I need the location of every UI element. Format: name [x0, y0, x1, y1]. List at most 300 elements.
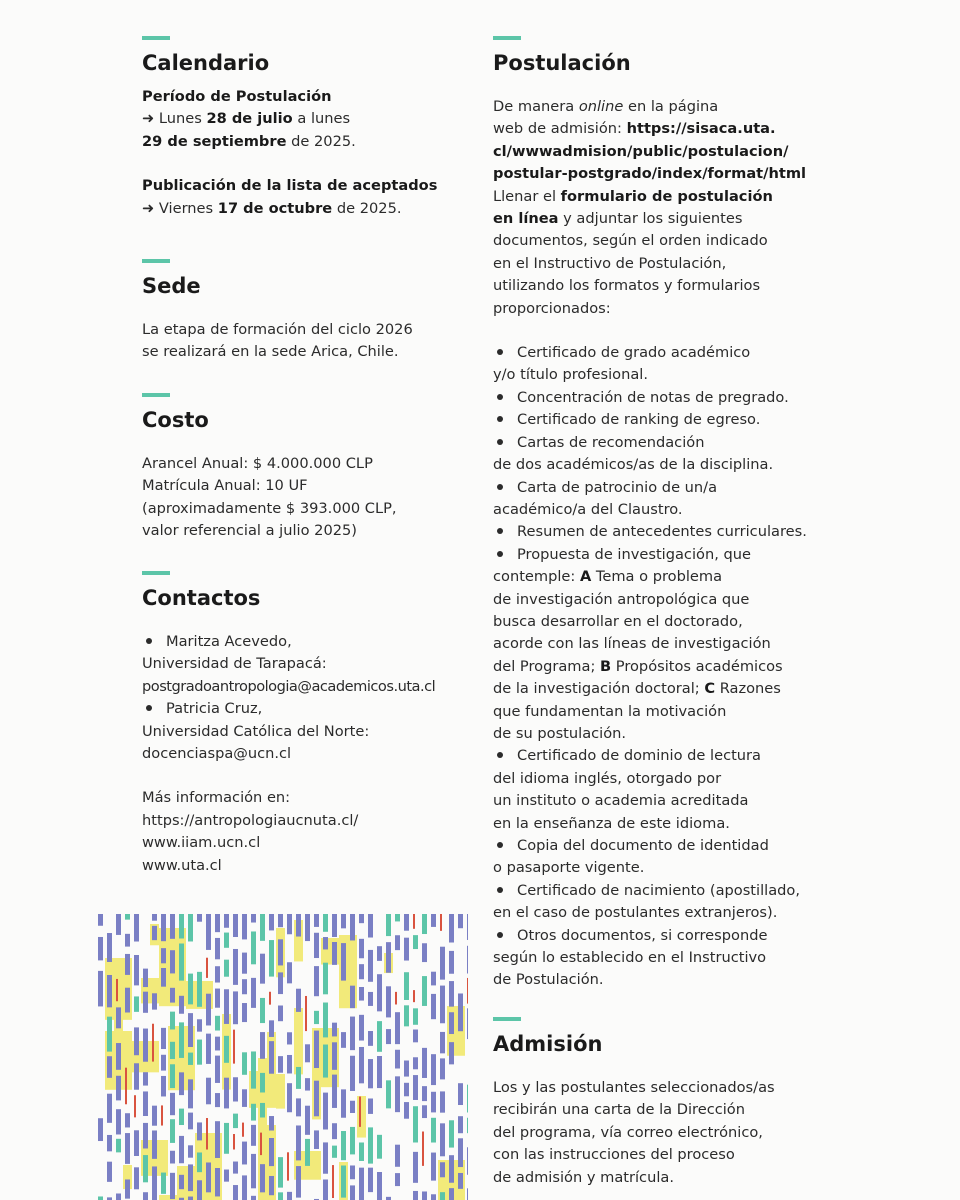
- mosaic-stroke: [188, 1053, 193, 1065]
- mosaic-stroke: [368, 1098, 373, 1113]
- mosaic-stroke: [287, 914, 292, 934]
- documents-list: [493, 342, 843, 992]
- mosaic-stroke: [116, 1043, 121, 1070]
- mosaic-stroke: [125, 1179, 130, 1198]
- mosaic-stroke: [206, 1078, 211, 1105]
- mosaic-stroke: [377, 1056, 382, 1088]
- mosaic-stroke: [296, 1125, 301, 1160]
- section-title: Calendario: [142, 51, 270, 75]
- mosaic-stroke: [224, 1078, 229, 1109]
- mosaic-stroke: [350, 914, 355, 940]
- mosaic-stroke: [143, 1123, 148, 1149]
- mosaic-stroke: [152, 1130, 157, 1158]
- mosaic-stroke: [413, 1075, 418, 1100]
- mosaic-stroke: [251, 914, 256, 923]
- mosaic-stroke: [215, 1121, 220, 1158]
- mosaic-stroke: [377, 1135, 382, 1159]
- mosaic-stroke: [413, 1008, 418, 1024]
- mosaic-stroke: [143, 1029, 148, 1062]
- mosaic-stroke: [287, 1055, 292, 1073]
- bullet-icon: [146, 638, 152, 644]
- mosaic-stroke: [431, 972, 436, 986]
- mosaic-stroke: [431, 1153, 436, 1181]
- mosaic-stroke: [440, 1091, 445, 1112]
- mosaic-stroke: [350, 1127, 355, 1154]
- mosaic-stroke: [170, 1151, 175, 1164]
- mosaic-stroke: [143, 1155, 148, 1182]
- mosaic-stroke: [170, 1064, 175, 1088]
- mosaic-stroke: [404, 1061, 409, 1077]
- mosaic-stroke: [170, 914, 175, 939]
- section-sede: Sede La etapa de formación del ciclo 2026 se realizará en la sede Arica, Chile.: [142, 259, 413, 364]
- mosaic-stroke: [116, 1109, 121, 1134]
- mosaic-stroke: [233, 1114, 238, 1128]
- mosaic-stroke: [269, 1176, 274, 1195]
- mosaic-stroke: [359, 914, 364, 923]
- mosaic-stroke: [197, 914, 202, 922]
- mosaic-stroke: [233, 1030, 235, 1064]
- list-item: Concentración de notas de pregrado.: [493, 387, 843, 409]
- mosaic-stroke: [404, 1102, 409, 1119]
- mosaic-stroke: [170, 950, 175, 973]
- mosaic-stroke: [116, 1007, 121, 1028]
- mosaic-stroke: [161, 1028, 166, 1049]
- mosaic-stroke: [413, 1030, 418, 1043]
- mosaic-stroke: [440, 986, 445, 1024]
- section-accent-bar: [142, 571, 170, 575]
- mosaic-stroke: [287, 1152, 289, 1180]
- section-calendario: Calendario Período de Postulación ➜ Lunes 28 de julio a lunes 29 de septiembre de 2025. Publicación de la lista de aceptados ➜ Viernes 17 de octubre de 2025.: [142, 36, 437, 220]
- section-accent-bar: [493, 36, 521, 40]
- mosaic-stroke: [152, 926, 157, 940]
- mosaic-stroke: [143, 1192, 148, 1200]
- mosaic-stroke: [341, 1089, 346, 1117]
- mosaic-stroke: [215, 1093, 220, 1107]
- mosaic-stroke: [179, 1175, 184, 1189]
- mosaic-stroke: [269, 914, 274, 930]
- mosaic-stroke: [278, 1192, 283, 1200]
- mosaic-stroke: [413, 990, 415, 1002]
- mosaic-stroke: [161, 1105, 163, 1125]
- mosaic-stroke: [296, 914, 301, 937]
- mosaic-stroke: [179, 944, 184, 981]
- mosaic-stroke: [377, 1021, 382, 1052]
- mosaic-stroke: [413, 935, 418, 949]
- mosaic-stroke: [215, 938, 220, 959]
- mosaic-stroke: [350, 1056, 355, 1091]
- mosaic-stroke: [431, 994, 436, 1019]
- mosaic-stroke: [377, 1172, 382, 1200]
- mosaic-stroke: [287, 962, 292, 983]
- mosaic-stroke: [224, 914, 229, 928]
- mosaic-stroke: [287, 1192, 292, 1200]
- mosaic-stroke: [134, 1095, 136, 1117]
- section-title: Sede: [142, 274, 201, 298]
- mosaic-stroke: [350, 1017, 355, 1051]
- mosaic-stroke: [233, 1185, 238, 1200]
- mosaic-stroke: [233, 1077, 238, 1101]
- mosaic-stroke: [206, 1162, 211, 1192]
- mosaic-stroke: [314, 1031, 319, 1068]
- mosaic-stroke: [116, 914, 121, 935]
- mosaic-stroke: [341, 1131, 346, 1160]
- mosaic-stroke: [404, 1083, 409, 1096]
- mosaic-stroke: [449, 951, 454, 974]
- mosaic-stroke: [152, 993, 157, 1009]
- mosaic-stroke: [179, 1072, 184, 1095]
- mosaic-stroke: [368, 1127, 373, 1163]
- mosaic-stroke: [107, 1135, 112, 1151]
- mosaic-stroke: [215, 966, 220, 982]
- mosaic-stroke: [422, 914, 427, 934]
- mosaic-stroke: [332, 942, 337, 965]
- bullet-icon: [497, 349, 503, 355]
- mosaic-stroke: [413, 1057, 418, 1069]
- mosaic-stroke: [368, 914, 373, 938]
- section-title: Contactos: [142, 586, 261, 610]
- mosaic-stroke: [215, 914, 220, 932]
- mosaic-stroke: [278, 1006, 283, 1022]
- mosaic-stroke: [179, 914, 184, 939]
- section-title: Postulación: [493, 51, 631, 75]
- mosaic-stroke: [413, 914, 415, 929]
- mosaic-stroke: [188, 1197, 193, 1200]
- mosaic-stroke: [467, 1008, 468, 1039]
- mosaic-stroke: [422, 1132, 424, 1166]
- mosaic-stroke: [197, 972, 202, 1007]
- mosaic-stroke: [431, 1118, 436, 1143]
- mosaic-stroke: [125, 954, 130, 975]
- mosaic-stroke: [170, 1093, 175, 1115]
- mosaic-stroke: [116, 979, 118, 1001]
- bullet-icon: [497, 394, 503, 400]
- mosaic-stroke: [188, 1013, 193, 1047]
- mosaic-stroke: [323, 914, 328, 932]
- mosaic-stroke: [467, 946, 468, 974]
- mosaic-stroke: [449, 914, 454, 943]
- mosaic-stroke: [188, 1079, 193, 1108]
- mosaic-stroke: [440, 1032, 445, 1053]
- mosaic-stroke: [152, 1166, 157, 1200]
- mosaic-stroke: [359, 1047, 364, 1083]
- section-admision: Admisión Los y las postulantes seleccionados/as recibirán una carta de la Dirección del programa, vía correo electrónico, con las instrucciones del proceso de admisión y matrícula.: [493, 1017, 775, 1189]
- mosaic-stroke: [458, 1173, 463, 1189]
- mosaic-stroke: [197, 1122, 202, 1140]
- mosaic-stroke: [161, 1173, 166, 1194]
- mosaic-stroke: [377, 974, 382, 1011]
- mosaic-stroke: [215, 1016, 220, 1031]
- mosaic-stroke: [233, 949, 238, 985]
- mosaic-stroke: [323, 1093, 328, 1130]
- mosaic-stroke: [170, 1119, 175, 1143]
- mosaic-stroke: [296, 1098, 301, 1116]
- mosaic-stroke: [449, 1155, 454, 1183]
- mosaic-stroke: [179, 1022, 184, 1058]
- mosaic-stroke: [215, 989, 220, 1008]
- list-item: Certificado de grado académico y/o título profesional.: [493, 344, 751, 384]
- mosaic-stroke: [305, 1078, 310, 1090]
- mosaic-stroke: [305, 914, 310, 941]
- mosaic-stroke: [269, 1020, 274, 1037]
- mosaic-stroke: [134, 914, 139, 942]
- list-item: Copia del documento de identidad o pasaporte vigente.: [493, 837, 769, 877]
- mosaic-stroke: [413, 1106, 418, 1142]
- mosaic-stroke: [161, 1055, 166, 1071]
- mosaic-stroke: [179, 1109, 184, 1125]
- mosaic-stroke: [341, 1032, 346, 1048]
- mosaic-stroke: [305, 996, 307, 1031]
- mosaic-stroke: [260, 1073, 265, 1093]
- mosaic-stroke: [467, 914, 468, 940]
- mosaic-stroke: [242, 1123, 244, 1137]
- mosaic-stroke: [359, 1168, 364, 1200]
- mosaic-stroke: [107, 1056, 112, 1078]
- mosaic-stroke: [107, 1162, 112, 1182]
- mosaic-stroke: [314, 966, 319, 996]
- mosaic-stroke: [386, 986, 391, 1017]
- mosaic-stroke: [134, 1027, 139, 1055]
- mosaic-stroke: [278, 914, 283, 927]
- mosaic-stroke: [206, 958, 208, 978]
- mosaic-stroke: [116, 1193, 121, 1200]
- mosaic-stroke: [125, 988, 130, 1013]
- mosaic-stroke: [368, 950, 373, 982]
- mosaic-stroke: [350, 1185, 355, 1200]
- mosaic-stroke: [242, 1175, 247, 1200]
- mosaic-stroke: [332, 1146, 337, 1158]
- mosaic-stroke: [215, 1056, 220, 1083]
- mosaic-stroke: [386, 914, 391, 936]
- mosaic-stroke: [224, 1170, 229, 1182]
- mosaic-stroke: [98, 1118, 103, 1141]
- mosaic-stroke: [440, 1058, 445, 1079]
- mosaic-stroke: [404, 1005, 409, 1026]
- mosaic-stroke: [143, 969, 148, 987]
- mosaic-stroke: [251, 1125, 256, 1146]
- mosaic-stroke: [395, 992, 397, 1005]
- arrow-icon: ➜: [142, 199, 155, 217]
- mosaic-stroke: [188, 914, 193, 941]
- mosaic-stroke: [152, 1106, 157, 1126]
- mosaic-stroke: [314, 914, 319, 927]
- section-accent-bar: [142, 36, 170, 40]
- mosaic-stroke: [107, 975, 112, 1007]
- mosaic-stroke: [224, 1036, 229, 1063]
- mosaic-stroke: [332, 1023, 337, 1037]
- mosaic-stroke: [206, 914, 211, 950]
- mosaic-stroke: [161, 948, 166, 963]
- web-link[interactable]: www.uta.cl: [142, 856, 222, 874]
- mosaic-stroke: [278, 1056, 283, 1073]
- mosaic-stroke: [395, 1012, 400, 1044]
- mosaic-stroke: [386, 942, 391, 973]
- mosaic-stroke: [188, 1113, 193, 1130]
- mosaic-stroke: [224, 933, 229, 948]
- mosaic-stroke: [224, 989, 229, 1024]
- section-title: Admisión: [493, 1032, 603, 1056]
- mosaic-stroke: [260, 954, 265, 984]
- admission-url-link[interactable]: cl/wwwadmision/public/postulacion/: [493, 142, 789, 160]
- mosaic-stroke: [332, 914, 337, 937]
- mosaic-stroke: [296, 1067, 301, 1089]
- section-title: Costo: [142, 408, 209, 432]
- mosaic-stroke: [395, 1173, 400, 1186]
- mosaic-stroke: [170, 988, 175, 1003]
- admission-url-link[interactable]: https://sisaca.uta.: [626, 120, 776, 138]
- list-item: Certificado de ranking de egreso.: [493, 409, 843, 431]
- mosaic-stroke: [251, 1051, 256, 1088]
- mosaic-stroke: [449, 1042, 454, 1064]
- mosaic-stroke: [206, 1034, 211, 1064]
- mosaic-stroke: [431, 914, 436, 927]
- list-item: Carta de patrocinio de un/a académico/a del Claustro.: [493, 478, 718, 518]
- mosaic-stroke: [260, 998, 265, 1023]
- mosaic-stroke: [287, 1083, 292, 1112]
- mosaic-stroke: [269, 1116, 274, 1130]
- mosaic-stroke: [296, 989, 301, 1012]
- mosaic-stroke: [368, 992, 373, 1006]
- bullet-icon: [497, 887, 503, 893]
- mosaic-stroke: [98, 937, 103, 960]
- mosaic-stroke: [260, 1133, 262, 1155]
- mosaic-stroke: [350, 1101, 355, 1113]
- mosaic-stroke: [332, 1075, 337, 1108]
- mosaic-stroke: [188, 974, 193, 1005]
- mosaic-stroke: [143, 1091, 148, 1116]
- list-item: Cartas de recomendación de dos académicos/as de la disciplina.: [493, 433, 774, 474]
- email-link[interactable]: postgradoantropologia@academicos.uta.cl: [142, 677, 436, 695]
- mosaic-stroke: [107, 1017, 112, 1052]
- mosaic-stroke: [449, 1188, 454, 1200]
- mosaic-stroke: [251, 1196, 256, 1200]
- mosaic-stroke: [359, 1097, 361, 1127]
- section-accent-bar: [142, 259, 170, 263]
- section-accent-bar: [493, 1017, 521, 1021]
- mosaic-stroke: [323, 1142, 328, 1173]
- mosaic-stroke: [260, 1032, 265, 1059]
- mosaic-stroke: [458, 1116, 463, 1133]
- admission-url-link[interactable]: postular-postgrado/index/format/html: [493, 165, 807, 183]
- mosaic-stroke: [161, 914, 166, 941]
- mosaic-stroke: [179, 1136, 184, 1163]
- mosaic-stroke: [449, 1012, 454, 1034]
- mosaic-stroke: [359, 939, 364, 958]
- mosaic-stroke: [458, 1083, 463, 1105]
- mosaic-stroke: [467, 1085, 468, 1113]
- web-link[interactable]: www.iiam.ucn.cl: [142, 834, 261, 852]
- mosaic-stroke: [107, 933, 112, 962]
- section-accent-bar: [142, 393, 170, 397]
- mosaic-stroke: [386, 1080, 391, 1108]
- mosaic-stroke: [134, 955, 139, 985]
- mosaic-stroke: [305, 1139, 310, 1166]
- mosaic-stroke: [458, 914, 463, 928]
- section-contactos: Contactos Maritza Acevedo, Universidad de Tarapacá: postgradoantropologia@academicos.uta.cl Patricia Cruz, Universidad Católica del Norte: docenciaspa@ucn.cl Más información en: https://antropologiaucnuta.cl/ www.iiam.ucn.cl www.uta.cl: [142, 571, 482, 877]
- mosaic-stroke: [422, 1086, 427, 1101]
- mosaic-stroke: [431, 1194, 436, 1200]
- mosaic-stroke: [107, 1094, 112, 1123]
- mosaic-stroke: [242, 1142, 247, 1165]
- mosaic-stroke: [359, 964, 364, 979]
- mosaic-stroke: [305, 1106, 310, 1135]
- mosaic-stroke: [143, 1072, 148, 1085]
- mosaic-stroke: [215, 1037, 220, 1051]
- mosaic-stroke: [305, 1044, 310, 1062]
- mosaic-stroke: [449, 1120, 454, 1147]
- mosaic-stroke: [467, 1118, 468, 1133]
- mosaic-stroke: [161, 968, 166, 987]
- periodo-label: Período de Postulación: [142, 88, 332, 105]
- mosaic-stroke: [359, 987, 364, 1001]
- mosaic-stroke: [242, 914, 247, 939]
- mosaic-stroke: [224, 1123, 229, 1154]
- mosaic-stroke: [134, 996, 139, 1011]
- mosaic-stroke: [323, 1045, 328, 1078]
- section-costo: Costo Arancel Anual: $ 4.000.000 CLP Matrícula Anual: 10 UF (aproximadamente $ 393.000 CLP, valor referencial a julio 2025): [142, 393, 397, 543]
- bullet-icon: [497, 752, 503, 758]
- mosaic-stroke: [440, 1192, 445, 1200]
- bullet-icon: [497, 439, 503, 445]
- web-link[interactable]: https://antropologiaucnuta.cl/: [142, 811, 359, 829]
- mosaic-stroke: [341, 1166, 346, 1198]
- mosaic-stroke: [395, 1050, 400, 1069]
- mosaic-stroke: [368, 1168, 373, 1192]
- mosaic-stroke: [458, 1138, 463, 1167]
- mosaic-stroke: [440, 1162, 445, 1177]
- mosaic-stroke: [323, 1179, 328, 1200]
- mosaic-stroke: [197, 1152, 202, 1172]
- mosaic-stroke: [197, 1180, 202, 1200]
- mosaic-stroke: [359, 1142, 364, 1160]
- mosaic-stroke: [251, 931, 256, 964]
- mosaic-stroke: [269, 940, 274, 977]
- section-postulacion: Postulación De manera online en la página web de admisión: https://sisaca.uta. cl/wwwadmision/public/postulacion/ postular-postgrado/index/format/html Llenar el formulario de postulación en línea y adjuntar los siguientes documentos, según el orden indicado en el Instructivo de Postulación, utilizando los formatos y formularios proporcionados: Certificado de grado académico y/o título profesional. Concentración de notas de pregrado. Certificado de ranking de egreso. Cartas de recomendación de dos académicos/as de la disciplina. Carta de patrocinio de un/a académico/a del Claustro. Resumen de antecedentes curriculares. Propuesta de investigación, que contemple: A Tema o problema de investigación antropológica que busca desarrollar en el doctorado, acorde con las líneas de investigación del Programa; B Propósitos académicos de la investigación doctoral; C Razones que fundamentan la motivación de su postulación. Certificado de dominio de lectura del idioma inglés, otorgado por un instituto o academia acreditada en la enseñanza de este idioma. Copia del documento de identidad o pasaporte vigente. Certificado de nacimiento (apostillado, en el caso de postulantes extranjeros). Otros documentos, si corresponde según lo establecido en el Instructivo de Postulación.: [493, 36, 843, 992]
- mosaic-stroke: [332, 1123, 337, 1139]
- list-item: Otros documentos, si corresponde según lo establecido en el Instructivo de Postulación.: [493, 926, 768, 989]
- mosaic-stroke: [467, 1147, 468, 1174]
- mosaic-stroke: [233, 1134, 235, 1149]
- email-link[interactable]: docenciaspa@ucn.cl: [142, 745, 292, 763]
- mosaic-stroke: [440, 1123, 445, 1156]
- mosaic-stroke: [422, 976, 427, 1006]
- bullet-icon: [497, 416, 503, 422]
- mosaic-stroke: [395, 935, 400, 950]
- mosaic-stroke: [314, 1011, 319, 1024]
- mosaic-stroke: [134, 1130, 139, 1156]
- mosaic-stroke: [269, 1138, 274, 1166]
- mosaic-stroke: [350, 1165, 355, 1179]
- mosaic-stroke: [260, 1103, 265, 1118]
- decorative-mosaic-image: [96, 914, 468, 1200]
- mosaic-stroke: [269, 992, 271, 1005]
- mosaic-stroke: [314, 933, 319, 958]
- bullet-icon: [146, 705, 152, 711]
- mosaic-stroke: [278, 972, 283, 994]
- bullet-icon: [497, 551, 503, 557]
- bullet-icon: [497, 484, 503, 490]
- mosaic-stroke: [359, 1015, 364, 1041]
- mosaic-stroke: [368, 1031, 373, 1046]
- mosaic-stroke: [170, 1042, 175, 1059]
- mosaic-stroke: [323, 1003, 328, 1038]
- mosaic-stroke: [260, 1164, 265, 1192]
- list-item: Resumen de antecedentes curriculares.: [493, 521, 843, 543]
- mosaic-stroke: [125, 1133, 130, 1164]
- mosaic-tile: [276, 1074, 285, 1109]
- mosaic-stroke: [332, 1042, 337, 1070]
- mosaic-stroke: [377, 946, 382, 961]
- mosaic-stroke: [404, 914, 409, 931]
